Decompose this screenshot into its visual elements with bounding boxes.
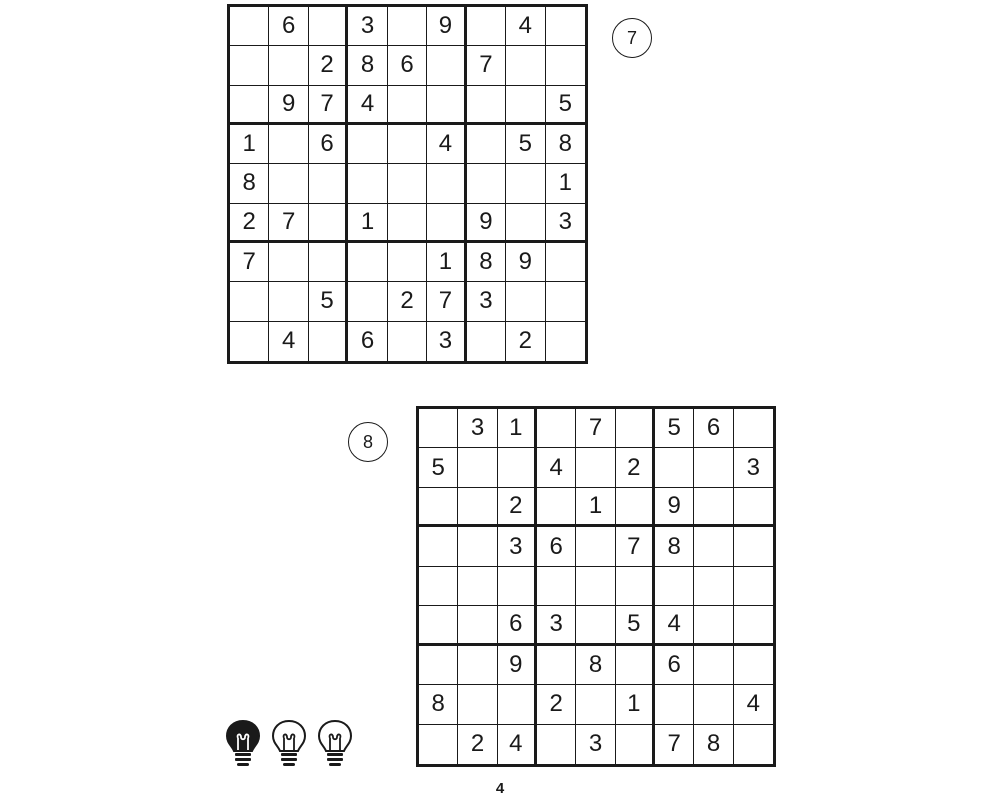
given-cell: 9 [655,488,694,527]
empty-cell[interactable] [388,243,427,282]
empty-cell[interactable] [546,7,585,46]
empty-cell[interactable] [269,243,308,282]
page-number: 4 [495,780,505,797]
given-cell: 5 [419,448,458,487]
empty-cell[interactable] [734,527,773,566]
sudoku-puzzle-8 [416,406,776,767]
puzzle-number-badge [348,422,388,462]
given-cell: 5 [506,125,545,164]
empty-cell[interactable] [419,409,458,448]
empty-cell[interactable] [734,725,773,764]
empty-cell[interactable] [427,204,466,243]
empty-cell[interactable] [506,46,545,85]
empty-cell[interactable] [269,46,308,85]
empty-cell[interactable] [309,204,348,243]
difficulty-rating [224,718,354,768]
empty-cell[interactable] [458,606,497,645]
empty-cell[interactable] [427,86,466,125]
lightbulb-icon [270,718,308,768]
given-cell: 7 [427,282,466,321]
empty-cell[interactable] [427,164,466,203]
empty-cell[interactable] [388,322,427,361]
given-cell: 5 [655,409,694,448]
empty-cell[interactable] [694,448,733,487]
given-cell: 9 [427,7,466,46]
empty-cell[interactable] [694,567,733,606]
given-cell: 1 [498,409,537,448]
given-cell: 4 [348,86,387,125]
empty-cell[interactable] [230,7,269,46]
given-cell: 2 [616,448,655,487]
empty-cell[interactable] [546,243,585,282]
empty-cell[interactable] [419,527,458,566]
given-cell: 3 [348,7,387,46]
empty-cell[interactable] [616,488,655,527]
given-cell: 1 [616,685,655,724]
empty-cell[interactable] [498,685,537,724]
given-cell: 1 [576,488,615,527]
empty-cell[interactable] [576,606,615,645]
empty-cell[interactable] [655,448,694,487]
empty-cell[interactable] [537,488,576,527]
empty-cell[interactable] [734,606,773,645]
empty-cell[interactable] [458,448,497,487]
given-cell: 7 [655,725,694,764]
given-cell: 4 [655,606,694,645]
empty-cell[interactable] [309,7,348,46]
empty-cell[interactable] [498,448,537,487]
given-cell: 4 [269,322,308,361]
empty-cell[interactable] [655,685,694,724]
given-cell: 8 [467,243,506,282]
empty-cell[interactable] [348,125,387,164]
empty-cell[interactable] [506,204,545,243]
empty-cell[interactable] [388,7,427,46]
empty-cell[interactable] [348,282,387,321]
given-cell: 3 [458,409,497,448]
empty-cell[interactable] [506,86,545,125]
empty-cell[interactable] [467,86,506,125]
empty-cell[interactable] [348,164,387,203]
given-cell: 5 [616,606,655,645]
given-cell: 4 [506,7,545,46]
given-cell: 4 [427,125,466,164]
given-cell: 6 [498,606,537,645]
puzzle-number-badge [612,18,652,58]
given-cell: 1 [546,164,585,203]
empty-cell[interactable] [388,125,427,164]
empty-cell[interactable] [467,164,506,203]
empty-cell[interactable] [309,164,348,203]
given-cell: 3 [734,448,773,487]
given-cell: 2 [388,282,427,321]
empty-cell[interactable] [546,322,585,361]
given-cell: 8 [546,125,585,164]
empty-cell[interactable] [616,409,655,448]
empty-cell[interactable] [546,46,585,85]
empty-cell[interactable] [506,282,545,321]
given-cell: 8 [230,164,269,203]
empty-cell[interactable] [546,282,585,321]
given-cell: 3 [427,322,466,361]
empty-cell[interactable] [309,322,348,361]
empty-cell[interactable] [458,527,497,566]
empty-cell[interactable] [734,409,773,448]
given-cell: 6 [348,322,387,361]
lightbulb-icon [224,718,262,768]
empty-cell[interactable] [230,86,269,125]
given-cell: 4 [498,725,537,764]
given-cell: 3 [546,204,585,243]
given-cell: 2 [458,725,497,764]
given-cell: 2 [498,488,537,527]
empty-cell[interactable] [467,7,506,46]
given-cell: 3 [498,527,537,566]
given-cell: 8 [576,646,615,685]
empty-cell[interactable] [458,488,497,527]
given-cell: 3 [576,725,615,764]
given-cell: 1 [230,125,269,164]
given-cell: 5 [309,282,348,321]
empty-cell[interactable] [616,646,655,685]
empty-cell[interactable] [419,606,458,645]
given-cell: 1 [427,243,466,282]
given-cell: 8 [655,527,694,566]
empty-cell[interactable] [427,46,466,85]
empty-cell[interactable] [537,409,576,448]
empty-cell[interactable] [458,567,497,606]
empty-cell[interactable] [694,685,733,724]
given-cell: 7 [230,243,269,282]
empty-cell[interactable] [694,646,733,685]
empty-cell[interactable] [388,164,427,203]
given-cell: 5 [546,86,585,125]
empty-cell[interactable] [694,527,733,566]
given-cell: 9 [269,86,308,125]
given-cell: 7 [269,204,308,243]
empty-cell[interactable] [458,685,497,724]
given-cell: 6 [309,125,348,164]
empty-cell[interactable] [230,282,269,321]
puzzle-number: 8 [362,431,373,452]
empty-cell[interactable] [734,646,773,685]
given-cell: 3 [467,282,506,321]
given-cell: 7 [467,46,506,85]
empty-cell[interactable] [498,567,537,606]
empty-cell[interactable] [576,567,615,606]
lightbulb-icon [316,718,354,768]
empty-cell[interactable] [734,488,773,527]
empty-cell[interactable] [537,725,576,764]
sudoku-puzzle-7 [227,4,588,364]
empty-cell[interactable] [230,322,269,361]
given-cell: 6 [269,7,308,46]
sudoku-grid [227,4,588,364]
given-cell: 6 [537,527,576,566]
empty-cell[interactable] [269,282,308,321]
given-cell: 4 [537,448,576,487]
given-cell: 6 [655,646,694,685]
given-cell: 4 [734,685,773,724]
given-cell: 8 [419,685,458,724]
given-cell: 1 [348,204,387,243]
empty-cell[interactable] [419,725,458,764]
empty-cell[interactable] [458,646,497,685]
empty-cell[interactable] [419,488,458,527]
empty-cell[interactable] [269,164,308,203]
empty-cell[interactable] [694,606,733,645]
given-cell: 7 [576,409,615,448]
empty-cell[interactable] [419,567,458,606]
given-cell: 3 [537,606,576,645]
empty-cell[interactable] [269,125,308,164]
empty-cell[interactable] [655,567,694,606]
empty-cell[interactable] [576,448,615,487]
empty-cell[interactable] [734,567,773,606]
empty-cell[interactable] [230,46,269,85]
empty-cell[interactable] [537,646,576,685]
empty-cell[interactable] [616,725,655,764]
empty-cell[interactable] [419,646,458,685]
puzzle-number: 7 [626,27,637,48]
given-cell: 2 [230,204,269,243]
given-cell: 7 [616,527,655,566]
given-cell: 8 [694,725,733,764]
given-cell: 2 [309,46,348,85]
given-cell: 8 [348,46,387,85]
empty-cell[interactable] [467,125,506,164]
empty-cell[interactable] [506,164,545,203]
given-cell: 9 [506,243,545,282]
given-cell: 7 [309,86,348,125]
empty-cell[interactable] [694,488,733,527]
given-cell: 2 [506,322,545,361]
empty-cell[interactable] [388,204,427,243]
empty-cell[interactable] [348,243,387,282]
given-cell: 2 [537,685,576,724]
empty-cell[interactable] [467,322,506,361]
given-cell: 9 [467,204,506,243]
given-cell: 6 [388,46,427,85]
empty-cell[interactable] [388,86,427,125]
empty-cell[interactable] [576,685,615,724]
given-cell: 6 [694,409,733,448]
empty-cell[interactable] [616,567,655,606]
empty-cell[interactable] [537,567,576,606]
given-cell: 9 [498,646,537,685]
empty-cell[interactable] [576,527,615,566]
sudoku-grid [416,406,776,767]
empty-cell[interactable] [309,243,348,282]
